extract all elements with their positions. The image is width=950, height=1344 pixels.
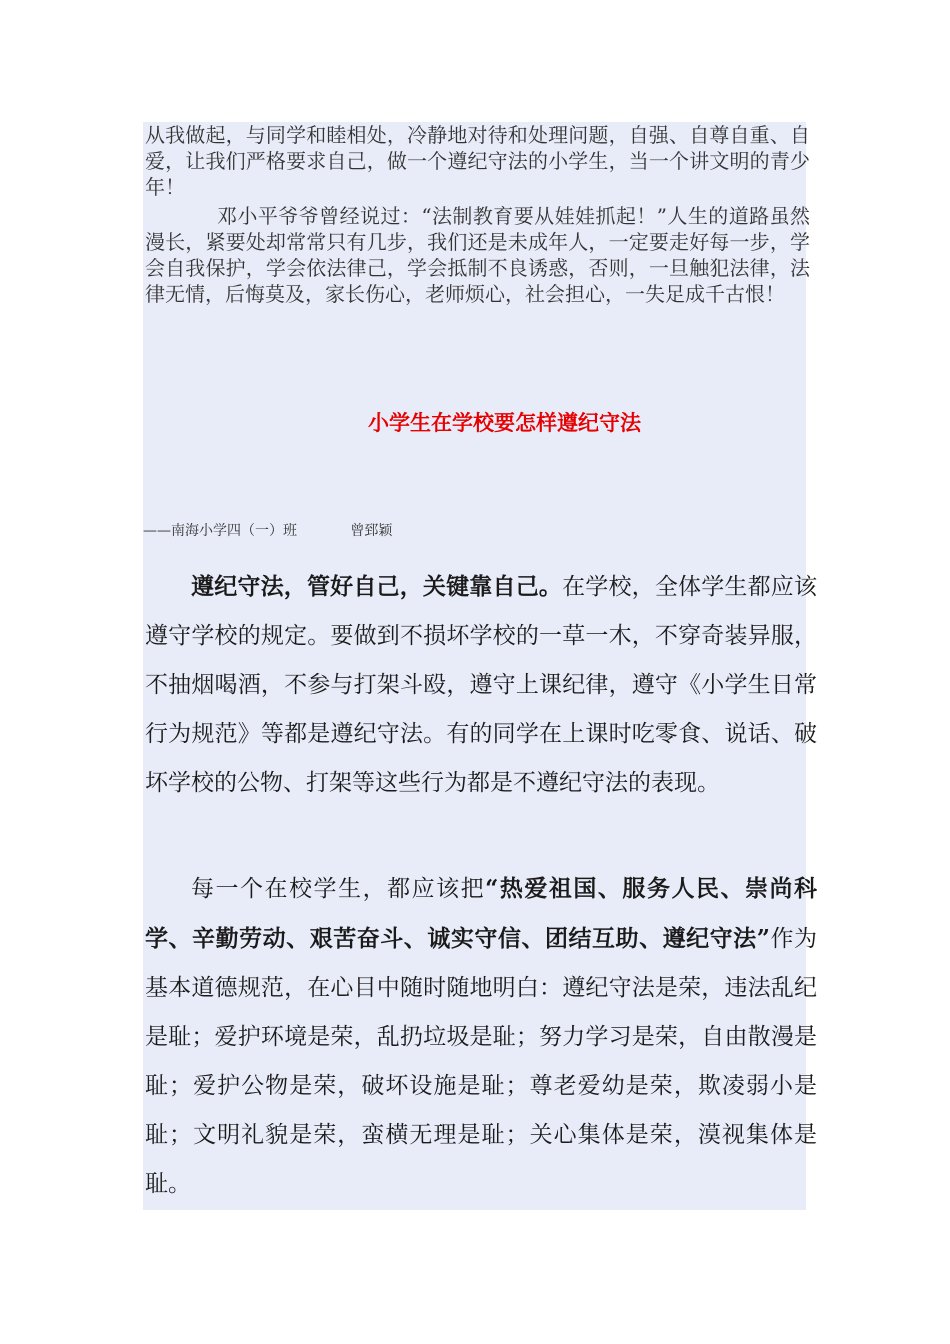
paragraph-school-rules-lead: 遵纪守法，管好自己，关键靠自己。 [191, 573, 563, 600]
paragraph-moral-code [145, 864, 817, 1209]
paragraph-school-rules-body: 在学校，全体学生都应该遵守学校的规定。要做到不损坏学校的一草一木，不穿奇装异服，不抽烟喝酒，不参与打架斗殴，遵守上课纪律，遵守《小学生日常行为规范》等都是遵纪守法。有的同学在上课时吃零食、说话、破坏学校的公物、打架等这些行为都是不遵纪守法的表现。 [145, 574, 818, 796]
paragraph-moral-code-start: 每一个在校学生，都应该把 [191, 876, 486, 902]
paragraph-moral-code-body: 作为基本道德规范，在心目中随时随地明白：遵纪守法是荣，违法乱纪是耻；爱护环境是荣，乱扔垃圾是耻；努力学习是荣，自由散漫是耻；爱护公物是荣，破坏设施是耻；尊老爱幼是荣，欺凌弱小是耻；文明礼貌是荣，蛮横无理是耻；关心集体是荣，漠视集体是耻。 [145, 926, 818, 1197]
paragraph-moral-code-principles: “热爱祖国、服务人民、崇尚科学、辛勤劳动、艰苦奋斗、诚实守信、团结互助、遵纪守法” [145, 875, 818, 952]
paragraph-quote: 邓小平爷爷曾经说过：“法制教育要从娃娃抓起！”人生的道路虽然漫长，紧要处却常常只有几步，我们还是未成年人，一定要走好每一步，学会自我保护，学会依法律己，学会抵制不良诱惑，否则，一旦触犯法律，法律无情，后悔莫及，家长伤心，老师烦心，社会担心，一失足成千古恨！ [145, 204, 810, 306]
paragraph-school-rules [145, 562, 817, 808]
article-byline: ——南海小学四（一）班 曾郅颖 [143, 523, 393, 539]
paragraph-intro: 从我做起，与同学和睦相处，冷静地对待和处理问题，自强、自尊自重、自爱，让我们严格要求自己，做一个遵纪守法的小学生，当一个讲文明的青少年！ [145, 123, 810, 199]
article-title: 小学生在学校要怎样遵纪守法 [368, 411, 641, 435]
